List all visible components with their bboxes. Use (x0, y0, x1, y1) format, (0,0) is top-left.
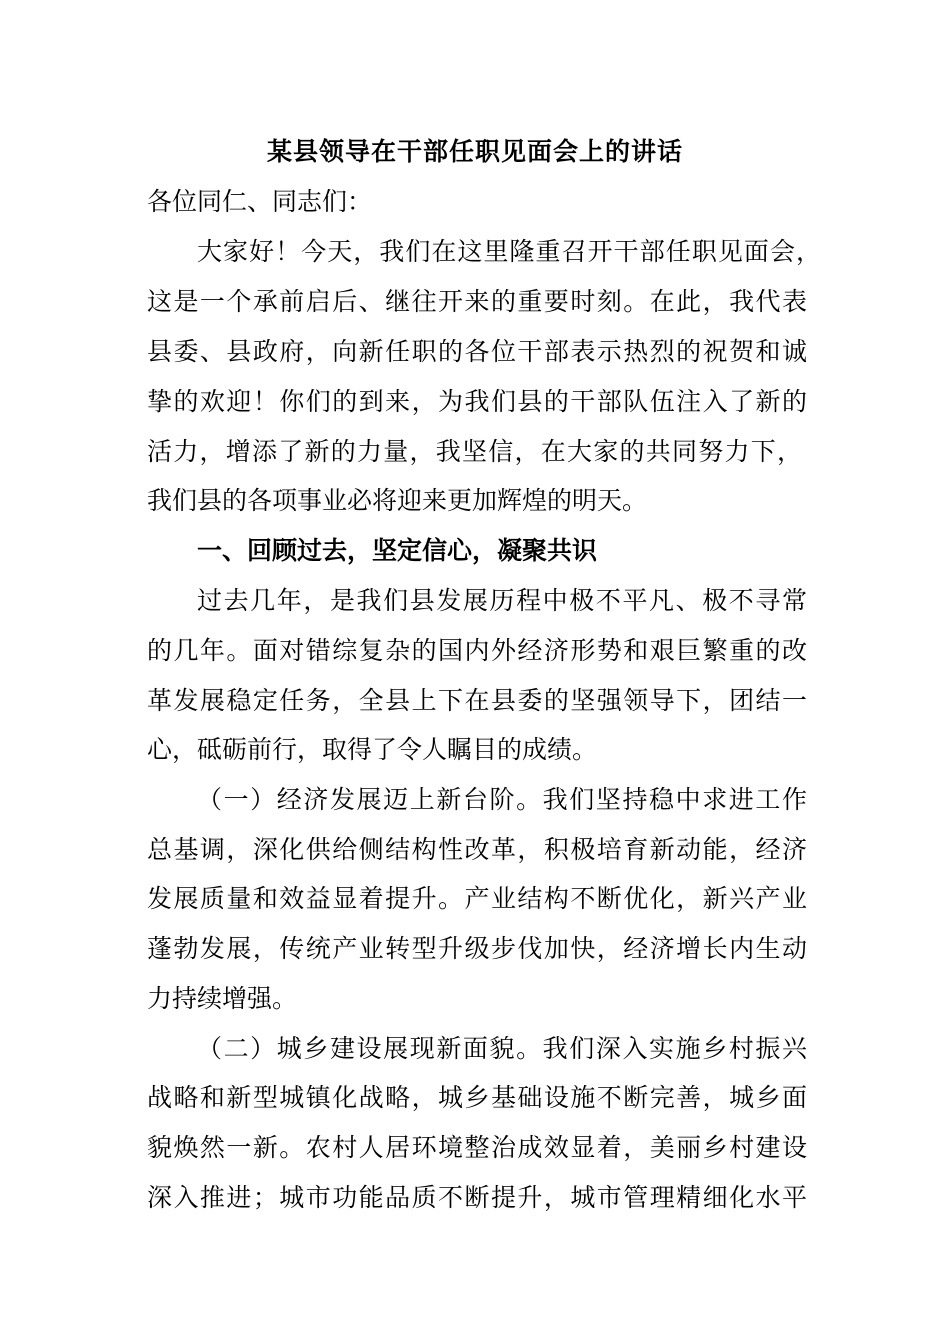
paragraph-line: 蓬勃发展，传统产业转型升级步伐加快，经济增长内生动 (147, 934, 807, 963)
paragraph-line: 挚的欢迎！你们的到来，为我们县的干部队伍注入了新的 (147, 387, 807, 416)
paragraph-line: 这是一个承前启后、继往开来的重要时刻。在此，我代表 (147, 287, 807, 316)
paragraph-line: 力持续增强。 (147, 984, 298, 1013)
paragraph-line: 深入推进；城市功能品质不断提升，城市管理精细化水平 (147, 1183, 807, 1212)
paragraph-line: 心，砥砺前行，取得了令人瞩目的成绩。 (147, 735, 598, 764)
paragraph-line: 的几年。面对错综复杂的国内外经济形势和艰巨繁重的改 (147, 636, 807, 665)
section-heading: 一、回顾过去，坚定信心，凝聚共识 (197, 536, 598, 565)
paragraph-line: 战略和新型城镇化战略，城乡基础设施不断完善，城乡面 (147, 1083, 807, 1112)
paragraph-line: 我们县的各项事业必将迎来更加辉煌的明天。 (147, 486, 648, 515)
salutation: 各位同仁、同志们： (147, 187, 373, 216)
paragraph-line: （一）经济发展迈上新台阶。我们坚持稳中求进工作 (197, 785, 807, 814)
paragraph-line: 活力，增添了新的力量，我坚信，在大家的共同努力下， (147, 437, 802, 466)
paragraph-line: （二）城乡建设展现新面貌。我们深入实施乡村振兴 (197, 1034, 807, 1063)
paragraph-line: 县委、县政府，向新任职的各位干部表示热烈的祝贺和诚 (147, 337, 807, 366)
paragraph-line: 貌焕然一新。农村人居环境整治成效显着，美丽乡村建设 (147, 1133, 807, 1162)
document-title: 某县领导在干部任职见面会上的讲话 (266, 137, 683, 166)
paragraph-line: 大家好！今天，我们在这里隆重召开干部任职见面会， (197, 237, 821, 266)
paragraph-line: 总基调，深化供给侧结构性改革，积极培育新动能，经济 (147, 835, 807, 864)
paragraph-line: 革发展稳定任务，全县上下在县委的坚强领导下，团结一 (147, 686, 807, 715)
paragraph-line: 过去几年，是我们县发展历程中极不平凡、极不寻常 (197, 586, 807, 615)
paragraph-line: 发展质量和效益显着提升。产业结构不断优化，新兴产业 (147, 884, 807, 913)
